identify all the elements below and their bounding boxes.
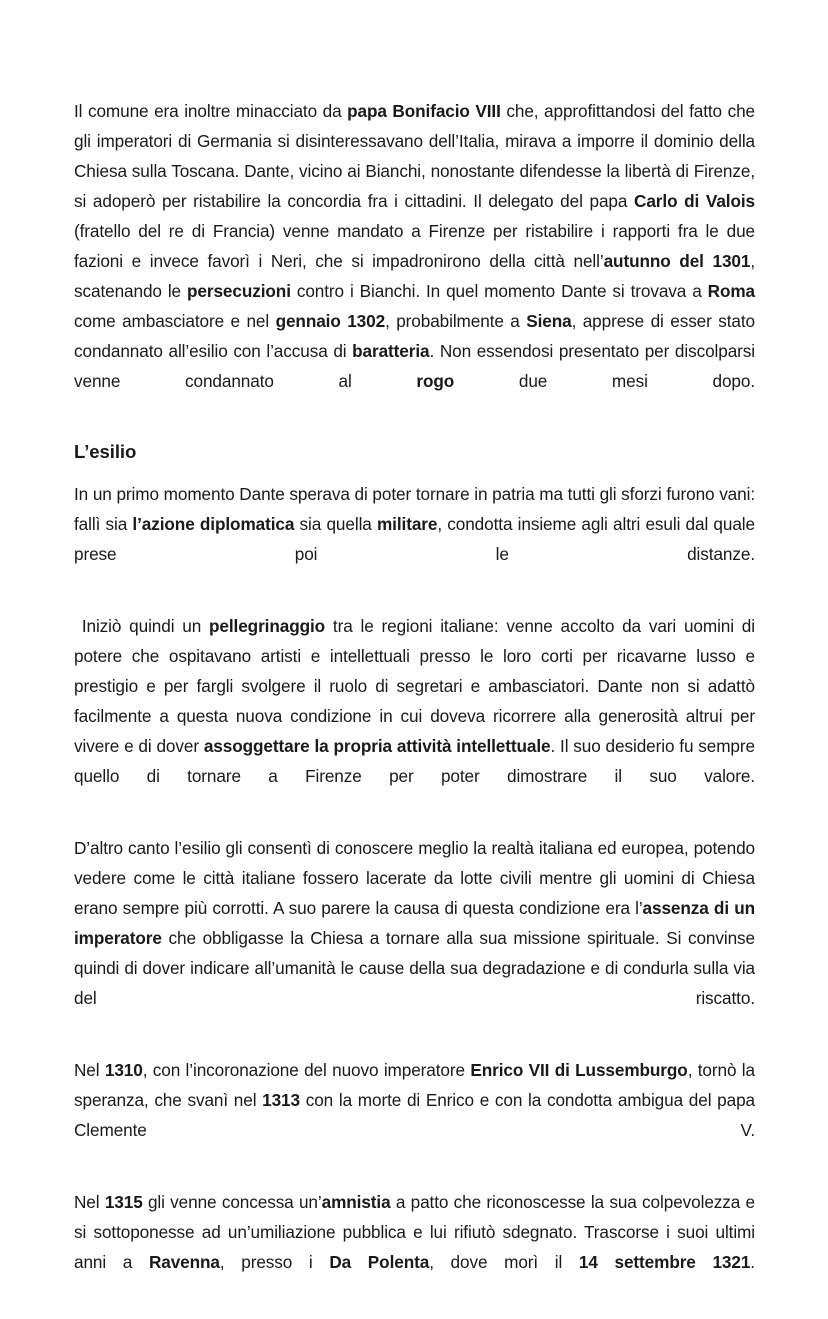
emphasis-run: l’azione diplomatica xyxy=(132,514,295,534)
emphasis-run: autunno del 1301 xyxy=(603,251,751,271)
emphasis-run: 1315 xyxy=(104,1192,143,1212)
emphasis-run: 14 settembre 1321 xyxy=(578,1252,751,1272)
paragraph-bonifacio xyxy=(74,96,760,426)
emphasis-run: gennaio 1302 xyxy=(275,311,386,331)
text-run: gli venne concessa un’ xyxy=(142,1192,322,1212)
text-run: Iniziò quindi un xyxy=(74,616,210,636)
text-run: D’altro canto l’esilio gli consentì di conoscere meglio la realtà italiana ed europea, potendo vedere come le città italiane fossero lacerate da lotte civili mentre gli uomini di Chiesa erano sempre più corrotti. A suo parere la causa di questa condizione era l’ xyxy=(74,838,760,918)
text-run: contro i Bianchi. In quel momento Dante si trovava a xyxy=(290,281,708,301)
emphasis-run: militare xyxy=(377,514,438,534)
text-run: , presso i xyxy=(219,1252,330,1272)
text-run: Nel xyxy=(74,1060,105,1080)
emphasis-run: amnistia xyxy=(321,1192,391,1212)
emphasis-run: baratteria xyxy=(352,341,430,361)
document-text-column xyxy=(74,96,760,1319)
text-run: sia quella xyxy=(294,514,377,534)
text-run: . Il suo desiderio fu sempre quello di tornare a Firenze per poter dimostrare il suo valore. xyxy=(74,736,760,786)
text-run: , con l’incoronazione del nuovo imperatore xyxy=(142,1060,471,1080)
text-run: , condotta insieme agli altri esuli dal quale prese poi le distanze. xyxy=(74,514,760,564)
text-run: che obbligasse la Chiesa a tornare alla sua missione spirituale. Si convinse quindi di dover indicare all’umanità le cause della sua degradazione e di condurla sulla via del riscatto. xyxy=(74,928,760,1008)
emphasis-run: assenza di un imperatore xyxy=(74,898,760,948)
emphasis-run: 1313 xyxy=(262,1090,300,1110)
emphasis-run: persecuzioni xyxy=(187,281,291,301)
text-run: due mesi dopo. xyxy=(454,371,755,391)
text-run: . Non essendosi presentato per discolparsi venne condannato al xyxy=(74,341,760,391)
heading-lesilio: L’esilio xyxy=(74,441,137,462)
text-run: come ambasciatore e nel xyxy=(74,281,760,331)
text-run: . xyxy=(750,1252,755,1272)
paragraph-nel-1315 xyxy=(74,1187,760,1307)
text-run: con la morte di Enrico e con la condotta ambigua del papa Clemente V. xyxy=(74,1090,760,1140)
emphasis-run: rogo xyxy=(416,371,455,391)
emphasis-run: Carlo di Valois xyxy=(634,191,755,211)
emphasis-run: pellegrinaggio xyxy=(209,616,326,636)
text-run: Nel xyxy=(74,1192,105,1212)
emphasis-run: Roma xyxy=(707,281,755,301)
text-run: che, approfittandosi del fatto che gli imperatori di Germania si disinteressavano dell’Italia, mirava a imporre il dominio della Chiesa sulla Toscana. Dante, vicino ai Bianchi, nonostante difendesse la libertà di Firenze, si adoperò per ristabilire la concordia fra i cittadini. Il delegato del papa xyxy=(74,101,760,211)
emphasis-run: Ravenna xyxy=(148,1252,220,1272)
emphasis-run: Siena xyxy=(526,311,572,331)
paragraph-primo-momento xyxy=(74,479,760,599)
text-run: , tornò la speranza, che svanì nel xyxy=(74,1060,760,1110)
emphasis-run: assoggettare la propria attività intellettuale xyxy=(203,736,551,756)
text-run: (fratello del re di Francia) venne mandato a Firenze per ristabilire i rapporti fra le due fazioni e invece favorì i Neri, che si impadronirono della città nell’ xyxy=(74,191,760,271)
emphasis-run: Da Polenta xyxy=(329,1252,430,1272)
text-run: , dove morì il xyxy=(429,1252,579,1272)
paragraph-daltro-canto xyxy=(74,833,760,1043)
paragraph-nel-1310 xyxy=(74,1055,760,1175)
emphasis-run: 1310 xyxy=(104,1060,143,1080)
text-run: tra le regioni italiane: venne accolto da vari uomini di potere che ospitavano artisti e intellettuali presso le loro corti per ricavarne lusso e prestigio e per fargli svolgere il ruolo di segretari e ambasciatori. Dante non si adattò facilmente a questa nuova condizione in cui doveva ricorrere alla generosità altrui per vivere e di dover xyxy=(74,616,760,756)
emphasis-run: papa Bonifacio VIII xyxy=(347,101,501,121)
text-run: a patto che riconoscesse la sua colpevolezza e si sottoponesse ad un’umiliazione pubblica e lui rifiutò sdegnato. Trascorse i suoi ultimi anni a xyxy=(74,1192,760,1272)
paragraph-pellegrinaggio xyxy=(74,611,760,821)
text-run: , probabilmente a xyxy=(385,311,527,331)
text-run: , apprese di esser stato condannato all’esilio con l’accusa di xyxy=(74,311,760,361)
text-run: Il comune era inoltre minacciato da xyxy=(74,101,348,121)
text-run: In un primo momento Dante sperava di poter tornare in patria ma tutti gli sforzi furono vani: fallì sia xyxy=(74,484,760,534)
text-run: , scatenando le xyxy=(74,251,760,301)
emphasis-run: Enrico VII di Lussemburgo xyxy=(470,1060,688,1080)
